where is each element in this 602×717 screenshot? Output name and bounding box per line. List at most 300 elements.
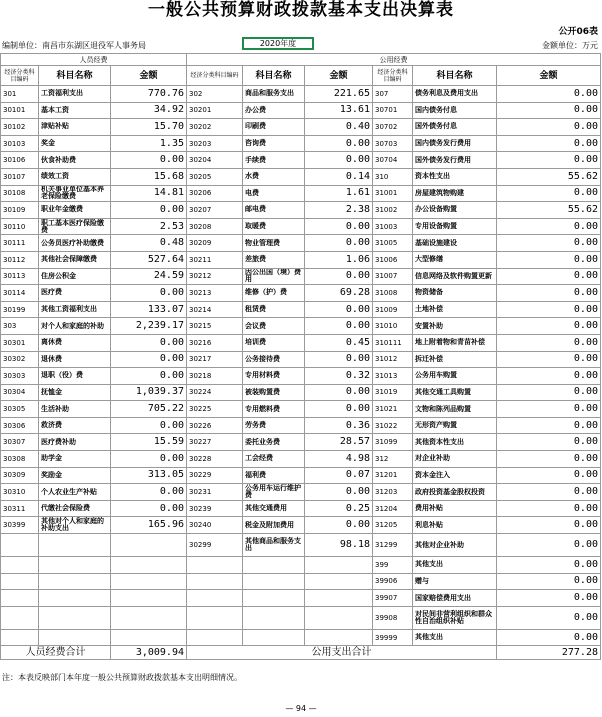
amount-cell[interactable]: 2,239.17	[111, 318, 187, 335]
code-cell[interactable]: 30310	[1, 484, 39, 501]
amount-cell[interactable]: 0.48	[111, 235, 187, 252]
name-cell[interactable]: 安置补助	[413, 318, 497, 335]
amount-cell[interactable]: 0.00	[497, 467, 601, 484]
name-cell[interactable]: 劳务费	[243, 417, 305, 434]
name-cell[interactable]: 救济费	[39, 417, 111, 434]
code-cell[interactable]: 30206	[187, 185, 243, 202]
code-cell[interactable]: 30110	[1, 218, 39, 235]
name-cell[interactable]	[39, 590, 111, 607]
name-cell[interactable]: 租赁费	[243, 301, 305, 318]
name-cell[interactable]: 公务接待费	[243, 351, 305, 368]
code-cell[interactable]: 30202	[187, 119, 243, 136]
amount-cell[interactable]: 0.00	[111, 484, 187, 501]
amount-cell[interactable]: 0.00	[497, 135, 601, 152]
name-cell[interactable]: 咨询费	[243, 135, 305, 152]
amount-cell[interactable]: 0.00	[497, 557, 601, 574]
amount-cell[interactable]: 2.38	[305, 202, 373, 219]
code-cell[interactable]: 30228	[187, 451, 243, 468]
code-cell[interactable]: 30106	[1, 152, 39, 169]
amount-cell[interactable]: 14.81	[111, 185, 187, 202]
code-cell[interactable]: 303	[1, 318, 39, 335]
name-cell[interactable]	[243, 629, 305, 646]
code-cell[interactable]: 31201	[373, 467, 413, 484]
amount-cell[interactable]: 2.53	[111, 218, 187, 235]
code-cell[interactable]: 312	[373, 451, 413, 468]
amount-cell[interactable]	[305, 606, 373, 629]
code-cell[interactable]: 31013	[373, 368, 413, 385]
amount-cell[interactable]: 0.00	[497, 484, 601, 501]
name-cell[interactable]: 医疗费	[39, 285, 111, 302]
name-cell[interactable]: 资本性支出	[413, 168, 497, 185]
code-cell[interactable]: 30107	[1, 168, 39, 185]
name-cell[interactable]	[243, 606, 305, 629]
amount-cell[interactable]	[111, 557, 187, 574]
code-cell[interactable]: 307	[373, 86, 413, 103]
amount-cell[interactable]: 0.00	[497, 334, 601, 351]
amount-cell[interactable]: 1.06	[305, 251, 373, 268]
code-cell[interactable]: 30108	[1, 185, 39, 202]
amount-cell[interactable]	[111, 629, 187, 646]
name-cell[interactable]: 其他对企业补助	[413, 534, 497, 557]
name-cell[interactable]: 国内债务发行费用	[413, 135, 497, 152]
amount-cell[interactable]: 0.00	[497, 185, 601, 202]
code-cell[interactable]: 30226	[187, 417, 243, 434]
code-cell[interactable]: 30208	[187, 218, 243, 235]
code-cell[interactable]: 301	[1, 86, 39, 103]
name-cell[interactable]: 医疗费补助	[39, 434, 111, 451]
name-cell[interactable]: 离休费	[39, 334, 111, 351]
code-cell[interactable]: 30308	[1, 451, 39, 468]
amount-cell[interactable]: 0.00	[497, 368, 601, 385]
name-cell[interactable]: 邮电费	[243, 202, 305, 219]
name-cell[interactable]: 国内债务付息	[413, 102, 497, 119]
code-cell[interactable]: 30204	[187, 152, 243, 169]
name-cell[interactable]: 专用材料费	[243, 368, 305, 385]
amount-cell[interactable]	[305, 590, 373, 607]
name-cell[interactable]: 代缴社会保险费	[39, 500, 111, 517]
code-cell[interactable]	[1, 534, 39, 557]
code-cell[interactable]: 30209	[187, 235, 243, 252]
amount-cell[interactable]: 0.32	[305, 368, 373, 385]
code-cell[interactable]: 30240	[187, 517, 243, 534]
amount-cell[interactable]: 0.00	[497, 434, 601, 451]
name-cell[interactable]: 奖励金	[39, 467, 111, 484]
name-cell[interactable]	[243, 557, 305, 574]
name-cell[interactable]: 伙食补助费	[39, 152, 111, 169]
code-cell[interactable]	[187, 557, 243, 574]
code-cell[interactable]: 31007	[373, 268, 413, 285]
name-cell[interactable]: 职业年金缴费	[39, 202, 111, 219]
amount-cell[interactable]: 28.57	[305, 434, 373, 451]
amount-cell[interactable]: 0.00	[111, 334, 187, 351]
name-cell[interactable]: 奖金	[39, 135, 111, 152]
amount-cell[interactable]: 0.00	[497, 590, 601, 607]
name-cell[interactable]: 政府投资基金股权投资	[413, 484, 497, 501]
code-cell[interactable]: 31006	[373, 251, 413, 268]
section-row	[1, 54, 601, 66]
code-cell[interactable]: 30112	[1, 251, 39, 268]
name-cell[interactable]: 职工基本医疗保险缴费	[39, 218, 111, 235]
name-cell[interactable]: 信息网络及软件购置更新	[413, 268, 497, 285]
name-cell[interactable]: 基础设施建设	[413, 235, 497, 252]
code-cell[interactable]: 30101	[1, 102, 39, 119]
amount-cell[interactable]: 0.00	[305, 268, 373, 285]
code-cell[interactable]: 39908	[373, 606, 413, 629]
code-cell[interactable]: 30701	[373, 102, 413, 119]
name-cell[interactable]: 费用补贴	[413, 500, 497, 517]
code-cell[interactable]: 30111	[1, 235, 39, 252]
name-cell[interactable]: 对民间非营利组织和群众性自治组织补贴	[413, 606, 497, 629]
name-cell[interactable]	[39, 534, 111, 557]
code-cell[interactable]: 30304	[1, 384, 39, 401]
amount-cell[interactable]: 1.35	[111, 135, 187, 152]
amount-cell[interactable]: 0.00	[497, 351, 601, 368]
name-cell[interactable]: 无形资产购置	[413, 417, 497, 434]
name-cell[interactable]: 公务员医疗补助缴费	[39, 235, 111, 252]
name-cell[interactable]: 助学金	[39, 451, 111, 468]
name-cell[interactable]: 住房公积金	[39, 268, 111, 285]
code-cell[interactable]: 30224	[187, 384, 243, 401]
code-cell[interactable]: 31005	[373, 235, 413, 252]
code-cell[interactable]: 302	[187, 86, 243, 103]
name-cell[interactable]: 其他交通费用	[243, 500, 305, 517]
code-cell[interactable]	[1, 629, 39, 646]
amount-cell[interactable]: 0.00	[111, 500, 187, 517]
code-cell[interactable]: 30703	[373, 135, 413, 152]
code-cell[interactable]: 30207	[187, 202, 243, 219]
name-cell[interactable]: 大型修缮	[413, 251, 497, 268]
amount-cell[interactable]: 15.59	[111, 434, 187, 451]
name-cell[interactable]: 专用设备购置	[413, 218, 497, 235]
amount-cell[interactable]: 0.00	[497, 629, 601, 646]
code-cell[interactable]: 30214	[187, 301, 243, 318]
name-cell[interactable]: 办公费	[243, 102, 305, 119]
code-cell[interactable]: 30109	[1, 202, 39, 219]
amount-cell[interactable]: 0.00	[497, 119, 601, 136]
code-cell[interactable]: 30113	[1, 268, 39, 285]
name-cell[interactable]	[243, 573, 305, 590]
code-cell[interactable]: 30103	[1, 135, 39, 152]
code-cell[interactable]: 310111	[373, 334, 413, 351]
name-cell[interactable]: 其他支出	[413, 557, 497, 574]
code-cell[interactable]: 30218	[187, 368, 243, 385]
code-cell[interactable]	[187, 606, 243, 629]
code-cell[interactable]: 30201	[187, 102, 243, 119]
name-cell[interactable]: 物资储备	[413, 285, 497, 302]
name-cell[interactable]: 国外债务发行费用	[413, 152, 497, 169]
name-cell[interactable]: 其他交通工具购置	[413, 384, 497, 401]
amount-cell[interactable]: 24.59	[111, 268, 187, 285]
amount-cell[interactable]	[305, 573, 373, 590]
amount-cell[interactable]: 0.00	[305, 517, 373, 534]
amount-cell[interactable]: 0.00	[305, 152, 373, 169]
code-cell[interactable]: 30213	[187, 285, 243, 302]
code-cell[interactable]: 30231	[187, 484, 243, 501]
code-cell[interactable]	[1, 606, 39, 629]
amount-cell[interactable]	[111, 590, 187, 607]
name-cell[interactable]: 资本金注入	[413, 467, 497, 484]
amount-cell[interactable]	[111, 606, 187, 629]
code-cell[interactable]: 30399	[1, 517, 39, 534]
amount-cell[interactable]: 0.00	[497, 534, 601, 557]
name-cell[interactable]	[39, 606, 111, 629]
code-cell[interactable]: 30229	[187, 467, 243, 484]
code-cell[interactable]: 30309	[1, 467, 39, 484]
code-cell[interactable]: 30216	[187, 334, 243, 351]
code-cell[interactable]: 30215	[187, 318, 243, 335]
amount-cell[interactable]: 0.00	[305, 484, 373, 501]
amount-cell[interactable]: 705.22	[111, 401, 187, 418]
name-cell[interactable]: 水费	[243, 168, 305, 185]
amount-cell[interactable]: 0.07	[305, 467, 373, 484]
amount-cell[interactable]: 0.00	[497, 318, 601, 335]
amount-cell[interactable]: 13.61	[305, 102, 373, 119]
name-cell[interactable]: 基本工资	[39, 102, 111, 119]
name-cell[interactable]: 对企业补助	[413, 451, 497, 468]
amount-cell[interactable]: 0.00	[111, 285, 187, 302]
code-cell[interactable]: 30311	[1, 500, 39, 517]
amount-cell[interactable]: 0.00	[305, 384, 373, 401]
code-cell[interactable]: 30114	[1, 285, 39, 302]
name-cell[interactable]	[39, 573, 111, 590]
name-cell[interactable]: 税金及附加费用	[243, 517, 305, 534]
name-cell[interactable]: 地上附着物和青苗补偿	[413, 334, 497, 351]
code-cell[interactable]	[187, 590, 243, 607]
amount-cell[interactable]: 0.00	[497, 606, 601, 629]
amount-cell[interactable]: 0.40	[305, 119, 373, 136]
amount-cell[interactable]: 15.70	[111, 119, 187, 136]
code-cell[interactable]: 31010	[373, 318, 413, 335]
code-cell[interactable]: 39907	[373, 590, 413, 607]
code-cell[interactable]: 30299	[187, 534, 243, 557]
name-cell[interactable]: 其他对个人和家庭的补助支出	[39, 517, 111, 534]
name-cell[interactable]: 个人农业生产补贴	[39, 484, 111, 501]
amount-cell[interactable]: 770.76	[111, 86, 187, 103]
amount-cell[interactable]: 34.92	[111, 102, 187, 119]
name-cell[interactable]: 其他社会保障缴费	[39, 251, 111, 268]
code-cell[interactable]: 39999	[373, 629, 413, 646]
code-cell[interactable]: 31003	[373, 218, 413, 235]
amount-cell[interactable]: 1,039.37	[111, 384, 187, 401]
code-cell[interactable]	[187, 573, 243, 590]
name-cell[interactable]	[243, 590, 305, 607]
amount-cell[interactable]: 0.00	[305, 135, 373, 152]
name-cell[interactable]: 被装购置费	[243, 384, 305, 401]
amount-cell[interactable]: 55.62	[497, 168, 601, 185]
name-cell[interactable]: 拆迁补偿	[413, 351, 497, 368]
code-cell[interactable]: 31019	[373, 384, 413, 401]
name-cell[interactable]: 债务利息及费用支出	[413, 86, 497, 103]
name-cell[interactable]: 退职（役）费	[39, 368, 111, 385]
amount-cell[interactable]: 0.00	[497, 451, 601, 468]
name-cell[interactable]: 退休费	[39, 351, 111, 368]
name-cell[interactable]: 国外债务付息	[413, 119, 497, 136]
name-cell[interactable]	[39, 629, 111, 646]
amount-cell[interactable]	[111, 573, 187, 590]
amount-cell[interactable]: 69.28	[305, 285, 373, 302]
amount-cell[interactable]: 0.00	[497, 417, 601, 434]
code-cell[interactable]: 31204	[373, 500, 413, 517]
name-cell[interactable]: 利息补贴	[413, 517, 497, 534]
amount-cell[interactable]: 0.00	[305, 235, 373, 252]
amount-cell[interactable]: 0.00	[497, 86, 601, 103]
name-cell[interactable]: 赠与	[413, 573, 497, 590]
name-cell[interactable]: 物业管理费	[243, 235, 305, 252]
amount-cell[interactable]: 0.00	[111, 152, 187, 169]
name-cell[interactable]: 商品和服务支出	[243, 86, 305, 103]
name-cell[interactable]: 维修（护）费	[243, 285, 305, 302]
name-cell[interactable]: 工资福利支出	[39, 86, 111, 103]
name-cell[interactable]: 土地补偿	[413, 301, 497, 318]
amount-cell[interactable]: 0.00	[111, 202, 187, 219]
code-cell[interactable]: 31022	[373, 417, 413, 434]
code-cell[interactable]: 31009	[373, 301, 413, 318]
name-cell[interactable]: 公务用车运行维护费	[243, 484, 305, 501]
amount-cell[interactable]: 0.00	[497, 102, 601, 119]
code-cell[interactable]: 30239	[187, 500, 243, 517]
name-cell[interactable]: 取暖费	[243, 218, 305, 235]
amount-cell[interactable]: 0.00	[497, 573, 601, 590]
code-cell[interactable]: 31099	[373, 434, 413, 451]
code-cell[interactable]	[187, 629, 243, 646]
code-cell[interactable]: 30306	[1, 417, 39, 434]
amount-cell[interactable]	[111, 534, 187, 557]
amount-cell[interactable]: 0.25	[305, 500, 373, 517]
name-cell[interactable]: 生活补助	[39, 401, 111, 418]
amount-cell[interactable]: 0.00	[497, 152, 601, 169]
amount-cell[interactable]: 0.00	[305, 351, 373, 368]
code-cell[interactable]: 30702	[373, 119, 413, 136]
code-cell[interactable]	[1, 590, 39, 607]
amount-cell[interactable]: 0.00	[497, 268, 601, 285]
code-cell[interactable]: 30203	[187, 135, 243, 152]
code-cell[interactable]: 310	[373, 168, 413, 185]
code-cell[interactable]: 30303	[1, 368, 39, 385]
code-cell[interactable]	[1, 573, 39, 590]
name-cell[interactable]: 津贴补贴	[39, 119, 111, 136]
amount-cell[interactable]: 0.00	[305, 218, 373, 235]
amount-cell[interactable]: 0.00	[497, 251, 601, 268]
amount-cell[interactable]: 0.45	[305, 334, 373, 351]
amount-cell[interactable]: 0.00	[497, 235, 601, 252]
code-cell[interactable]: 30205	[187, 168, 243, 185]
name-cell[interactable]: 培训费	[243, 334, 305, 351]
code-cell[interactable]: 30302	[1, 351, 39, 368]
code-cell[interactable]: 30211	[187, 251, 243, 268]
code-cell[interactable]: 30225	[187, 401, 243, 418]
name-cell[interactable]: 差旅费	[243, 251, 305, 268]
name-cell[interactable]: 电费	[243, 185, 305, 202]
name-cell[interactable]: 绩效工资	[39, 168, 111, 185]
code-cell[interactable]: 30307	[1, 434, 39, 451]
amount-cell[interactable]: 0.00	[497, 285, 601, 302]
amount-cell[interactable]: 4.98	[305, 451, 373, 468]
code-cell[interactable]: 31021	[373, 401, 413, 418]
code-cell[interactable]: 30212	[187, 268, 243, 285]
amount-cell[interactable]: 0.00	[497, 500, 601, 517]
name-cell[interactable]: 工会经费	[243, 451, 305, 468]
amount-cell[interactable]: 133.07	[111, 301, 187, 318]
amount-cell[interactable]: 313.05	[111, 467, 187, 484]
amount-cell[interactable]: 221.65	[305, 86, 373, 103]
name-cell[interactable]: 委托业务费	[243, 434, 305, 451]
code-cell[interactable]	[1, 557, 39, 574]
code-cell[interactable]: 31012	[373, 351, 413, 368]
code-cell[interactable]: 31203	[373, 484, 413, 501]
amount-cell[interactable]: 0.36	[305, 417, 373, 434]
name-cell[interactable]: 会议费	[243, 318, 305, 335]
year-cell-selected[interactable]: 2020年度	[242, 37, 314, 50]
amount-cell[interactable]	[305, 557, 373, 574]
name-cell[interactable]: 办公设备购置	[413, 202, 497, 219]
amount-cell[interactable]: 165.96	[111, 517, 187, 534]
code-cell[interactable]: 31299	[373, 534, 413, 557]
name-cell[interactable]: 文物和陈列品购置	[413, 401, 497, 418]
amount-cell[interactable]: 0.00	[497, 218, 601, 235]
amount-cell[interactable]: 15.68	[111, 168, 187, 185]
amount-cell[interactable]: 55.62	[497, 202, 601, 219]
name-cell[interactable]: 抚恤金	[39, 384, 111, 401]
name-cell[interactable]: 印刷费	[243, 119, 305, 136]
amount-cell[interactable]: 0.00	[111, 351, 187, 368]
amount-cell[interactable]: 0.00	[111, 417, 187, 434]
amount-cell[interactable]	[305, 629, 373, 646]
code-cell[interactable]: 30227	[187, 434, 243, 451]
name-cell[interactable]: 专用燃料费	[243, 401, 305, 418]
code-cell[interactable]: 39906	[373, 573, 413, 590]
amount-cell[interactable]: 0.00	[305, 401, 373, 418]
amount-cell[interactable]: 0.00	[497, 301, 601, 318]
code-cell[interactable]: 31001	[373, 185, 413, 202]
amount-cell[interactable]: 0.00	[305, 318, 373, 335]
name-cell[interactable]: 福利费	[243, 467, 305, 484]
amount-cell[interactable]: 0.00	[111, 368, 187, 385]
code-cell[interactable]: 31002	[373, 202, 413, 219]
name-cell[interactable]: 因公出国（境）费用	[243, 268, 305, 285]
name-cell[interactable]: 对个人和家庭的补助	[39, 318, 111, 335]
amount-cell[interactable]: 0.00	[497, 517, 601, 534]
amount-cell[interactable]: 98.18	[305, 534, 373, 557]
code-cell[interactable]: 30305	[1, 401, 39, 418]
code-cell[interactable]: 30217	[187, 351, 243, 368]
amount-cell[interactable]: 0.00	[305, 301, 373, 318]
name-cell[interactable]: 机关事业单位基本养老保险缴费	[39, 185, 111, 202]
code-cell[interactable]: 31205	[373, 517, 413, 534]
name-cell[interactable]: 其他工资福利支出	[39, 301, 111, 318]
code-cell[interactable]: 31008	[373, 285, 413, 302]
name-cell[interactable]: 手续费	[243, 152, 305, 169]
name-cell[interactable]	[39, 557, 111, 574]
name-cell[interactable]: 其他资本性支出	[413, 434, 497, 451]
amount-cell[interactable]: 1.61	[305, 185, 373, 202]
amount-cell[interactable]: 0.14	[305, 168, 373, 185]
code-cell[interactable]: 30704	[373, 152, 413, 169]
amount-cell[interactable]: 0.00	[497, 384, 601, 401]
name-cell[interactable]: 国家赔偿费用支出	[413, 590, 497, 607]
name-cell[interactable]: 房屋建筑物购建	[413, 185, 497, 202]
code-cell[interactable]: 30199	[1, 301, 39, 318]
amount-cell[interactable]: 0.00	[111, 451, 187, 468]
name-cell[interactable]: 其他支出	[413, 629, 497, 646]
code-cell[interactable]: 399	[373, 557, 413, 574]
name-cell[interactable]: 其他商品和服务支出	[243, 534, 305, 557]
code-cell[interactable]: 30102	[1, 119, 39, 136]
footnote: 注：本表反映部门本年度一般公共预算财政拨款基本支出明细情况。	[2, 673, 242, 682]
amount-cell[interactable]: 0.00	[497, 401, 601, 418]
name-cell[interactable]: 公务用车购置	[413, 368, 497, 385]
amount-cell[interactable]: 527.64	[111, 251, 187, 268]
code-cell[interactable]: 30301	[1, 334, 39, 351]
